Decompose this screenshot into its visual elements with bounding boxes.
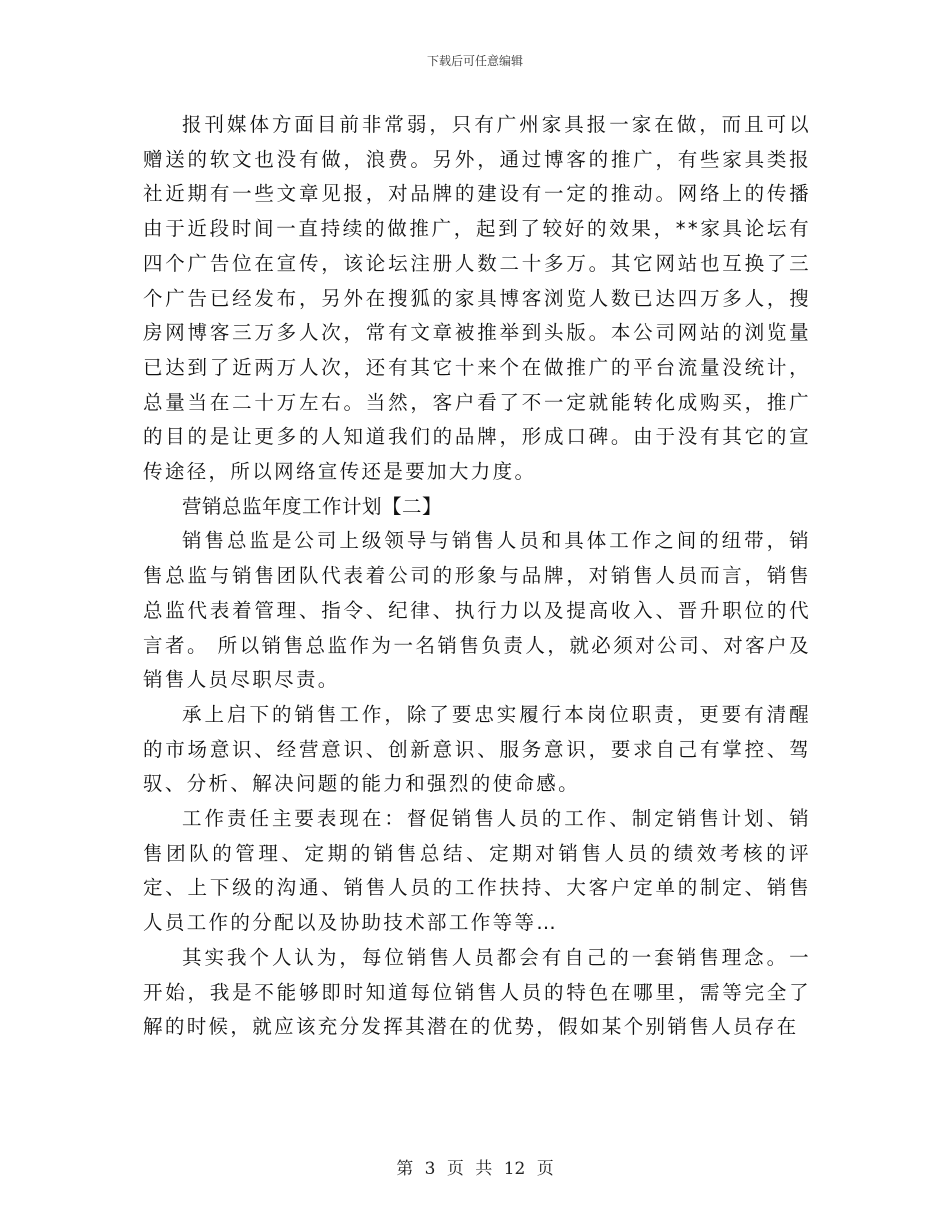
page-header-note: 下载后可任意编辑 (426, 54, 523, 68)
document-body (143, 108, 811, 1045)
page-number: 第 3 页 共 12 页 (396, 1159, 554, 1179)
section-heading: 营销总监年度工作计划【二】 (182, 494, 443, 518)
paragraph-responsibilities: 工作责任主要表现在：督促销售人员的工作、制定销售计划、销售团队的管理、定期的销售总结、定期对销售人员的绩效考核的评定、上下级的沟通、销售人员的工作扶持、大客户定单的制定、销售人员工作的分配以及协助技术部工作等等… (143, 807, 811, 935)
paragraph-sales-work: 承上启下的销售工作，除了要忠实履行本岗位职责，更要有清醒的市场意识、经营意识、创新意识、服务意识，要求自己有掌控、驾驭、分析、解决问题的能力和强烈的使命感。 (143, 702, 811, 796)
paragraph-media-promotion: 报刊媒体方面目前非常弱，只有广州家具报一家在做，而且可以赠送的软文也没有做，浪费。另外，通过博客的推广，有些家具类报社近期有一些文章见报，对品牌的建设有一定的推动。网络上的传播由于近段时间一直持续的做推广，起到了较好的效果，**家具论坛有四个广告位在宣传，该论坛注册人数二十多万。其它网站也互换了三个广告已经发布，另外在搜狐的家具博客浏览人数已达四万多人，搜房网博客三万多人次，常有文章被推举到头版。本公司网站的浏览量已达到了近两万人次，还有其它十来个在做推广的平台流量没统计，总量当在二十万左右。当然，客户看了不一定就能转化成购买，推广的目的是让更多的人知道我们的品牌，形成口碑。由于没有其它的宣传途径，所以网络宣传还是要加大力度。 (143, 113, 811, 484)
paragraph-sales-philosophy: 其实我个人认为，每位销售人员都会有自己的一套销售理念。一开始，我是不能够即时知道每位销售人员的特色在哪里，需等完全了解的时候，就应该充分发挥其潜在的优势，假如某个别销售人员存在 (143, 945, 811, 1039)
paragraph-sales-director-role: 销售总监是公司上级领导与销售人员和具体工作之间的纽带，销售总监与销售团队代表着公司的形象与品牌，对销售人员而言，销售总监代表着管理、指令、纪律、执行力以及提高收入、晋升职位的代言者。 所以销售总监作为一名销售负责人，就必须对公司、对客户及销售人员尽职尽责。 (143, 529, 811, 692)
